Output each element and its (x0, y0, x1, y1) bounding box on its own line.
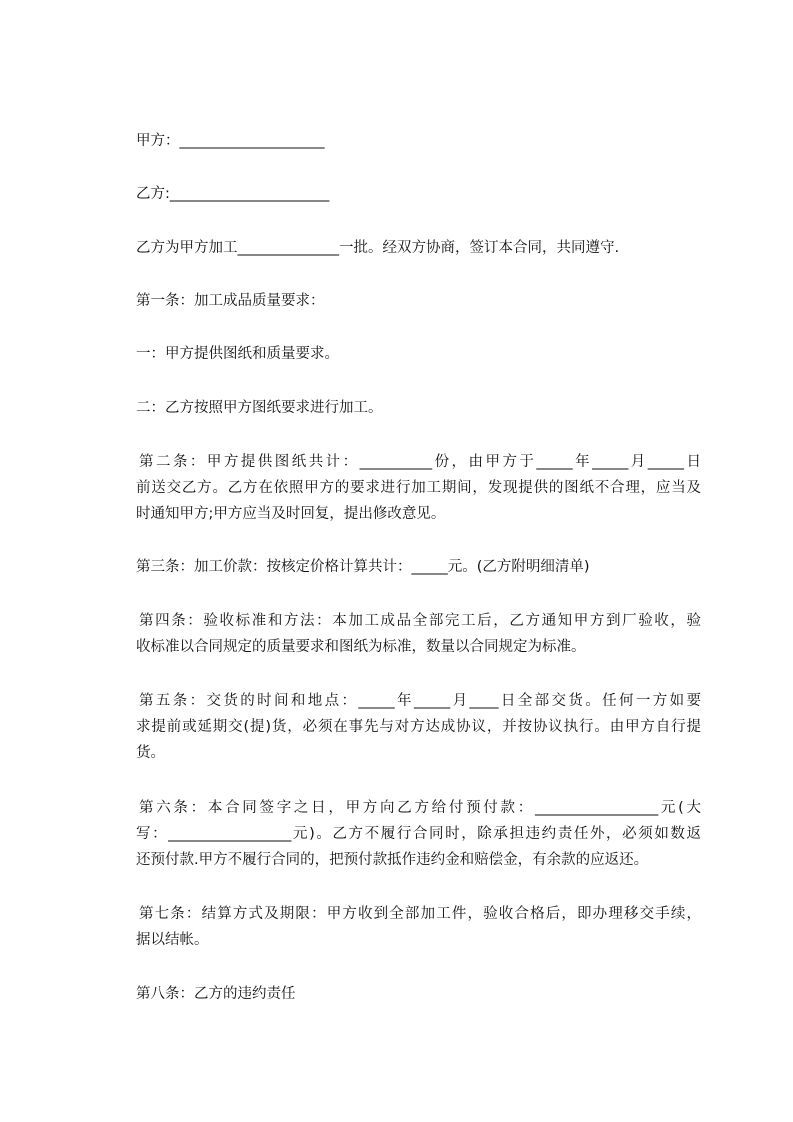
article-8-title: 第八条：乙方的违约责任 (136, 986, 296, 1002)
article-6 (136, 795, 701, 873)
article-1-item-2: 二：乙方按照甲方图纸要求进行加工。 (136, 400, 383, 416)
party-b-line: 乙方:______________________ (136, 186, 330, 202)
article-1-item-1: 一：甲方提供图纸和质量要求。 (136, 346, 339, 362)
article-5-line-1: 第五条：交货的时间和地点：_____年_____月____日全部交货。任何一方如要 (139, 693, 701, 709)
article-6-line-3: 还预付款.甲方不履行合同的，把预付款抵作违约金和赔偿金，有余款的应返还。 (136, 852, 649, 868)
article-7-line-2: 据以结帐。 (136, 932, 209, 948)
article-4-line-2: 收标准以合同规定的质量要求和图纸为标准，数量以合同规定为标准。 (136, 639, 586, 655)
article-5 (136, 688, 701, 766)
article-7-line-1: 第七条：结算方式及期限：甲方收到全部加工件，验收合格后，即办理移交手续， (139, 906, 701, 922)
article-4-line-1: 第四条：验收标准和方法：本加工成品全部完工后，乙方通知甲方到厂验收，验 (139, 613, 701, 629)
article-1-title: 第一条：加工成品质量要求： (136, 293, 325, 309)
article-6-line-2: 写：_________________元)。乙方不履行合同时，除承担违约责任外，必须如数返 (136, 826, 701, 842)
article-6-line-1: 第六条：本合同签字之日，甲方向乙方给付预付款：_________________元(大 (139, 800, 701, 816)
article-7 (136, 901, 701, 953)
article-3: 第三条：加工价款：按核定价格计算共计：_____元。(乙方附明细清单) (136, 559, 590, 575)
party-a-line: 甲方：____________________ (136, 133, 325, 149)
article-2-line-3: 时通知甲方;甲方应当及时回复，提出修改意见。 (136, 506, 446, 522)
article-5-line-2: 求提前或延期交(提)货，必须在事先与对方达成协议，并按协议执行。由甲方自行提 (136, 719, 701, 735)
article-2 (136, 449, 701, 527)
article-4 (136, 608, 701, 660)
article-2-line-1: 第二条：甲方提供图纸共计：__________份，由甲方于_____年_____月_____日 (139, 454, 701, 470)
intro-paragraph: 乙方为甲方加工______________一批。经双方协商，签订本合同，共同遵守. (136, 240, 620, 256)
article-2-line-2: 前送交乙方。乙方在依照甲方的要求进行加工期间，发现提供的图纸不合理，应当及 (136, 480, 701, 496)
article-5-line-3: 货。 (136, 745, 165, 761)
